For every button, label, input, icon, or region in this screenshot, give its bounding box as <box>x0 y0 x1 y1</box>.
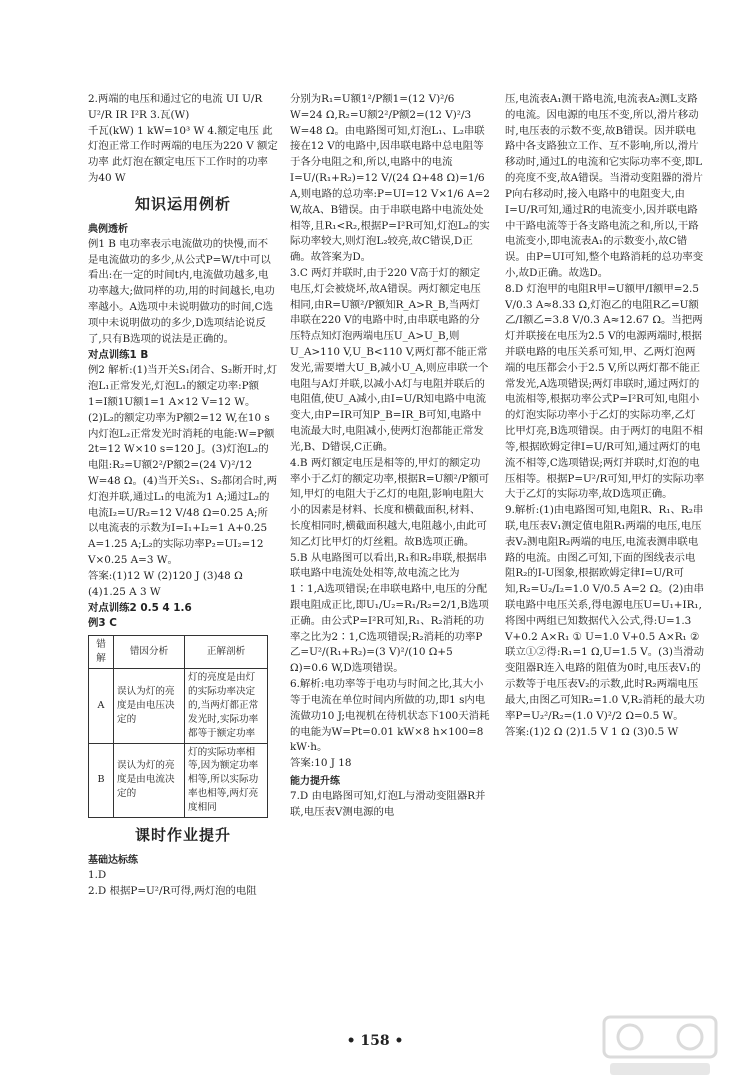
q2-continued: 分别为R₁=U额1²/P额1=(12 V)²/6 W=24 Ω,R₂=U额2²/P额2=(12 V)²/3 W=48 Ω。由电路图可知,灯泡L₁、L₂串联接在12 V的电路中,因串联电路中总电阻等于各分电阻之和,所以,电路中的电流I=U/(R₁+R₂)=12 V/(24 Ω+48 Ω)=1/6 A,则电路的总功率:P=UI=12 V×1/6 A=2 W,故A、B错误。由于串联电路中电流处处相等,且R₁<R₂,根据P=I²R可知,灯泡L₂的实际功率较大,则灯泡L₂较亮,故C错误,D正确。故答案为D。 <box>290 93 490 264</box>
answer-6: 答案:10 J 18 <box>290 757 352 770</box>
q7-continued: 压,电流表A₁测干路电流,电流表A₂测L支路的电流。因电源的电压不变,所以,滑片移动时,电压表的示数不变,故B错误。因并联电路中各支路独立工作、互不影响,所以,滑片移动时,通过L的电流和它实际功率不变,即L的亮度不变,故A错误。当滑动变阻器的滑片P向右移动时,接入电路中的电阻变大,由I=U/R可知,通过R的电流变小,因并联电路中干路电流等于各支路电流之和,所以,干路电流变小,即电流表A₁的示数变小,故C错误。由P=UI可知,整个电路消耗的总功率变小,故D正确。故选D。 <box>505 93 704 279</box>
subheading-typical: 典例透析 <box>88 223 128 235</box>
column-middle <box>290 92 490 821</box>
question-3: 3.C 两灯并联时,由于220 V高于灯的额定电压,灯会被烧坏,故A错误。两灯额定电压相同,由R=U额²/P额知R_A>R_B,当两灯串联在220 V的电路中时,由串联电路的分压特点知灯泡两端电压U_A>U_B,则U_A>110 V,U_B<110 V,两灯都不能正常发光,需要增大U_B,减小U_A,则应串联一个电阻与A灯并联,以减小A灯与电阻并联后的电阻值,使U_A减小,由I=U/R知电路中电流变大,由P=IR可知P_B=IR_B可知,电路中电流最大时,电阻减小,使两灯泡都能正常发光,B、D错误,C正确。 <box>290 266 489 453</box>
question-7: 7.D 由电路图可知,灯泡L与滑动变阻器R并联,电压表V测电源的电 <box>290 790 486 818</box>
table-cell: 误认为灯的亮度是由电流决定的 <box>114 743 185 818</box>
column-left <box>88 92 278 900</box>
table-cell: 灯的实际功率相等,因为额定功率相等,所以实际功率也相等,两灯亮度相同 <box>185 743 268 818</box>
subheading-basic: 基础达标练 <box>88 854 138 866</box>
table-cell: A <box>89 668 114 743</box>
column-right <box>505 92 705 740</box>
section-heading-homework: 课时作业提升 <box>134 826 231 845</box>
intro-line-2: 千瓦(kW) 1 kW=10³ W 4.额定电压 此灯泡正常工作时两端的电压为220 V 额定功率 此灯泡在额定电压下工作时的功率为40 W <box>88 124 278 185</box>
answer-2: 答案:(1)12 W (2)120 J (3)48 Ω (4)1.25 A 3 W <box>88 569 243 598</box>
question-9: 9.解析:(1)由电路图可知,电阻R、R₁、R₂串联,电压表V₁测定值电阻R₁两端的电压,电压表V₂测电阻R₂两端的电压,电流表测串联电路的电流。由图乙可知,下面的图线表示电阻R₂的I-U图象,根据欧姆定律I=U/R可知,R₂=U₂/I₂=1.0 V/0.5 A=2 Ω。(2)由串联电路中电压关系,得电源电压U=U₁+IR₁,将图中两组已知数据代入公式,得:U=1.3 V+0.2 A×R₁ ① U=1.0 V+0.5 A×R₁ ② 联立①②得:R₁=1 Ω,U=1.5 V。(3)当滑动变阻器R连入电路的阻值为0时,电压表V₁的示数等于电压表V₂的示数,此时R₂两端电压最大,由图乙可知R₂=1.0 V,R₂消耗的最大功率P=U₂²/R₂=(1.0 V)²/2 Ω=0.5 W。 <box>505 504 705 722</box>
question-2: 2.D 根据P=U²/R可得,两灯泡的电阻 <box>88 884 257 897</box>
subheading-advanced: 能力提升练 <box>290 775 340 787</box>
table-cell: B <box>89 743 114 818</box>
table-row <box>89 668 268 743</box>
question-6: 6.解析:电功率等于电功与时间之比,其大小等于电流在单位时间内所做的功,即1 s内电流做功10 J;电视机在待机状态下100天消耗的电能为W=Pt=0.01 kW×8 h×100=8 kW·h。 <box>290 678 490 754</box>
table-header: 错解 <box>89 636 114 669</box>
section-heading-example: 知识运用例析 <box>134 194 231 213</box>
example-1: 例1 B 电功率表示电流做功的快慢,而不是电流做功的多少,从公式P=W/t中可以看出:在一定的时间t内,电流做功越多,电功率越大;做同样的功,用的时间越长,电功率越小。A选项中未说明做功的时间,C选项中未说明做功的多少,D选项结论说反了,只有B选项的说法是正确的。 <box>88 237 275 345</box>
answer-9: 答案:(1)2 Ω (2)1.5 V 1 Ω (3)0.5 W <box>505 725 679 738</box>
table-header: 正解剖析 <box>185 636 268 669</box>
watermark-logo-icon <box>600 1011 720 1081</box>
training-1: 对点训练1 B <box>88 348 149 361</box>
page-number: • 158 • <box>346 1033 404 1049</box>
table-cell: 误认为灯的亮度是由电压决定的 <box>114 668 185 743</box>
intro-line-1: 2.两端的电压和通过它的电流 UI U/R U²/R IR I²R 3.瓦(W) <box>88 93 263 121</box>
table-header: 错因分析 <box>114 636 185 669</box>
question-1: 1.D <box>88 869 107 882</box>
example-2: 例2 解析:(1)当开关S₁闭合、S₂断开时,灯泡L₁正常发光,灯泡L₁的额定功率:P额1=I额1U额1=1 A×12 V=12 W。(2)L₂的额定功率为P额2=12 W,在10 s内灯泡L₂正常发光时消耗的电能:W=P额2t=12 W×10 s=120 J。(3)灯泡L₂的电阻:R₂=U额2²/P额2=(24 V)²/12 W=48 Ω。(4)当开关S₁、S₂都闭合时,两灯泡并联,通过L₁的电流为1 A;通过L₂的电流I₂=U/R₂=12 V/48 Ω=0.25 A;所以电流表的示数为I=I₁+I₂=1 A+0.25 A=1.25 A;L₂的实际功率P₂=UI₂=12 V×0.25 A=3 W。 <box>88 364 278 567</box>
question-5: 5.B 从电路图可以看出,R₁和R₂串联,根据串联电路中电流处处相等,故电流之比为1∶1,A选项错误;在串联电路中,电压的分配跟电阻成正比,即U₁/U₂=R₁/R₂=2/1,B选项正确。由公式P=I²R可知,R₁、R₂消耗的功率之比为2∶1,C选项错误;R₂消耗的功率P乙=U²/(R₁+R₂)=(3 V)²/(10 Ω+5 Ω)=0.6 W,D选项错误。 <box>290 551 489 675</box>
example-3: 例3 C <box>88 617 117 630</box>
table-cell: 灯的亮度是由灯的实际功率决定的,当两灯都正常发光时,实际功率都等于额定功率 <box>185 668 268 743</box>
error-analysis-table <box>88 635 268 818</box>
table-row <box>89 743 268 818</box>
question-8: 8.D 灯泡甲的电阻R甲=U额甲/I额甲=2.5 V/0.3 A≈8.33 Ω,灯泡乙的电阻R乙=U额乙/I额乙=3.8 V/0.3 A≈12.67 Ω。当把两灯并联接在电压为2.5 V的电源两端时,根据并联电路的电压关系可知,甲、乙两灯泡两端的电压都会小于2.5 V,所以两灯都不能正常发光,A选项错误;两灯串联时,通过两灯的电流相等,根据功率公式P=I²R可知,电阻小的灯泡实际功率小于乙灯的实际功率,乙灯比甲灯亮,B选项错误。由于两灯的电阻不相等,根据欧姆定律I=U/R可知,通过两灯的电流不相等,C选项错误;两灯并联时,灯泡的电压相等。根据P=U²/R可知,甲灯的实际功率大于乙灯的实际功率,故D选项正确。 <box>505 282 705 501</box>
training-2: 对点训练2 0.5 4 1.6 <box>88 601 192 614</box>
question-4: 4.B 两灯额定电压是相等的,甲灯的额定功率小于乙灯的额定功率,根据R=U额²/P额可知,甲灯的电阻大于乙灯的电阻,影响电阻大小的因素是材料、长度和横截面积,材料、长度相同时,横截面积越大,电阻越小,由此可知乙灯比甲灯的灯丝粗。故B选项正确。 <box>290 456 490 548</box>
